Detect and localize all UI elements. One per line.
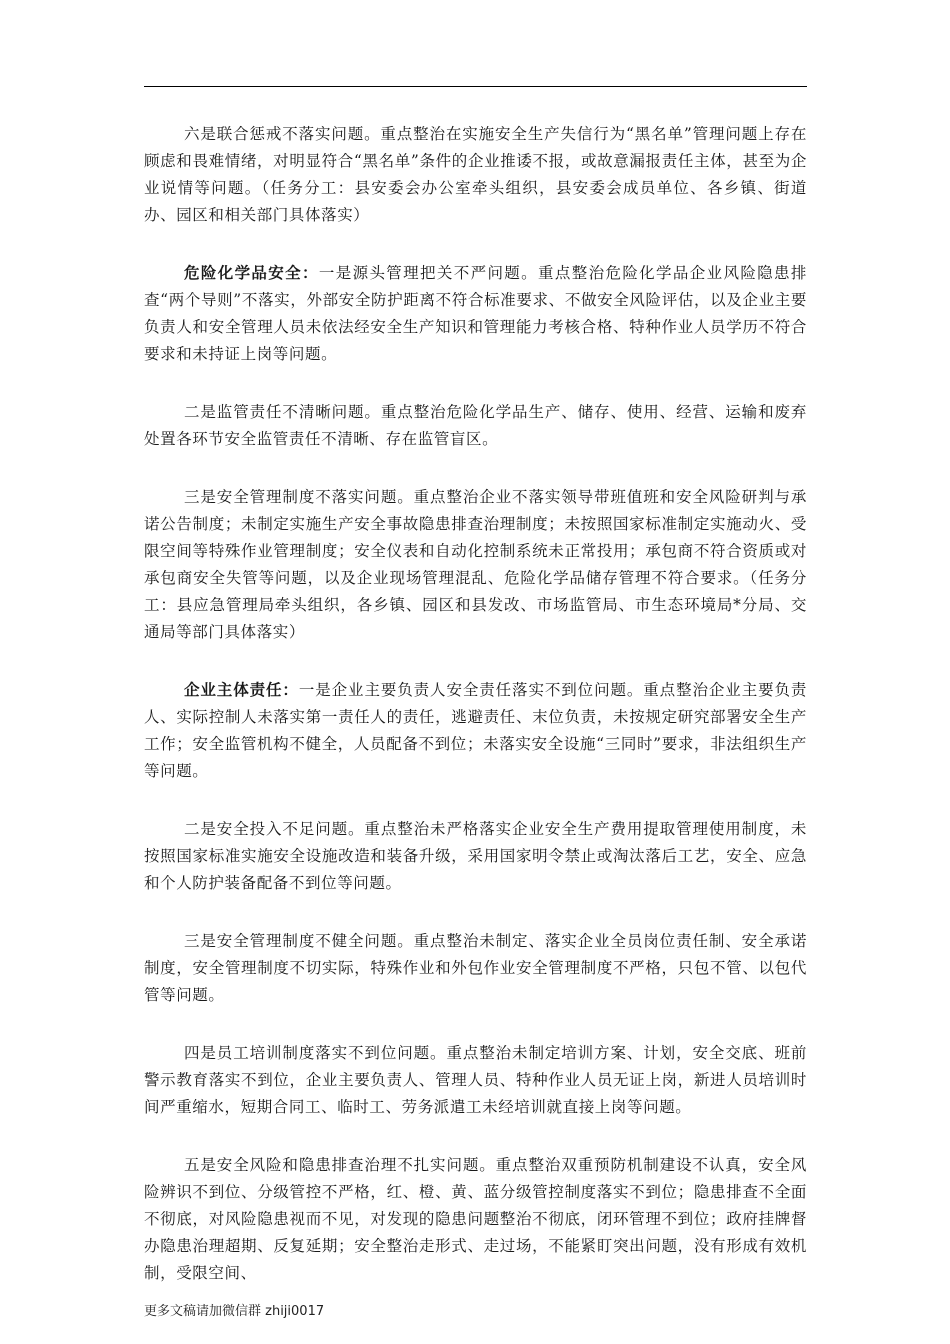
paragraph: [144, 1039, 807, 1121]
paragraph-text: 二是安全投入不足问题。重点整治未严格落实企业安全生产费用提取管理使用制度，未按照国家标准实施安全设施改造和装备升级，采用国家明令禁止或淘汰落后工艺，安全、应急和个人防护装备配备不到位等问题。: [144, 820, 807, 892]
footer-note: 更多文稿请加微信群 zhiji0017: [144, 1304, 325, 1319]
paragraph: [144, 120, 807, 229]
paragraph-lead: 企业主体责任：: [184, 680, 299, 699]
paragraph-text: 一是企业主要负责人安全责任落实不到位问题。重点整治企业主要负责人、实际控制人未落实第一责任人的责任，逃避责任、末位负责，未按规定研究部署安全生产工作；安全监管机构不健全，人员配备不到位；未落实安全设施“三同时”要求，非法组织生产等问题。: [144, 681, 808, 780]
paragraph: [144, 1151, 807, 1287]
paragraph-text: 六是联合惩戒不落实问题。重点整治在实施安全生产失信行为“黑名单”管理问题上存在顾虑和畏难情绪，对明显符合“黑名单”条件的企业推诿不报，或故意漏报责任主体，甚至为企业说情等问题。（任务分工：县安委会办公室牵头组织，县安委会成员单位、各乡镇、街道办、园区和相关部门具体落实）: [144, 125, 807, 224]
paragraph: [144, 398, 807, 453]
paragraph: [144, 259, 807, 368]
paragraph-lead: 危险化学品安全：: [184, 263, 319, 282]
paragraph: [144, 483, 807, 646]
paragraph-text: 二是监管责任不清晰问题。重点整治危险化学品生产、储存、使用、经营、运输和废弃处置各环节安全监管责任不清晰、存在监管盲区。: [144, 403, 807, 448]
paragraph-text: 五是安全风险和隐患排查治理不扎实问题。重点整治双重预防机制建设不认真，安全风险辨识不到位、分级管控不严格，红、橙、黄、蓝分级管控制度落实不到位；隐患排查不全面不彻底，对风险隐患视而不见，对发现的隐患问题整治不彻底，闭环管理不到位；政府挂牌督办隐患治理超期、反复延期；安全整治走形式、走过场，不能紧盯突出问题，没有形成有效机制，受限空间、: [144, 1156, 807, 1282]
header-rule: [144, 86, 807, 87]
paragraph: [144, 815, 807, 897]
paragraph: [144, 676, 807, 785]
paragraph-text: 三是安全管理制度不健全问题。重点整治未制定、落实企业全员岗位责任制、安全承诺制度，安全管理制度不切实际，特殊作业和外包作业安全管理制度不严格，只包不管、以包代管等问题。: [144, 932, 807, 1004]
paragraph: [144, 927, 807, 1009]
paragraph-text: 四是员工培训制度落实不到位问题。重点整治未制定培训方案、计划，安全交底、班前警示教育落实不到位，企业主要负责人、管理人员、特种作业人员无证上岗，新进人员培训时间严重缩水，短期合同工、临时工、劳务派遣工未经培训就直接上岗等问题。: [144, 1044, 807, 1116]
paragraph-text: 一是源头管理把关不严问题。重点整治危险化学品企业风险隐患排查“两个导则”不落实，外部安全防护距离不符合标准要求、不做安全风险评估，以及企业主要负责人和安全管理人员未依法经安全生产知识和管理能力考核合格、特种作业人员学历不符合要求和未持证上岗等问题。: [144, 264, 807, 363]
document-body: [144, 120, 807, 1317]
paragraph-text: 三是安全管理制度不落实问题。重点整治企业不落实领导带班值班和安全风险研判与承诺公告制度；未制定实施生产安全事故隐患排查治理制度；未按照国家标准制定实施动火、受限空间等特殊作业管理制度；安全仪表和自动化控制系统未正常投用；承包商不符合资质或对承包商安全失管等问题，以及企业现场管理混乱、危险化学品储存管理不符合要求。（任务分工：县应急管理局牵头组织，各乡镇、园区和县发改、市场监管局、市生态环境局*分局、交通局等部门具体落实）: [144, 488, 807, 641]
